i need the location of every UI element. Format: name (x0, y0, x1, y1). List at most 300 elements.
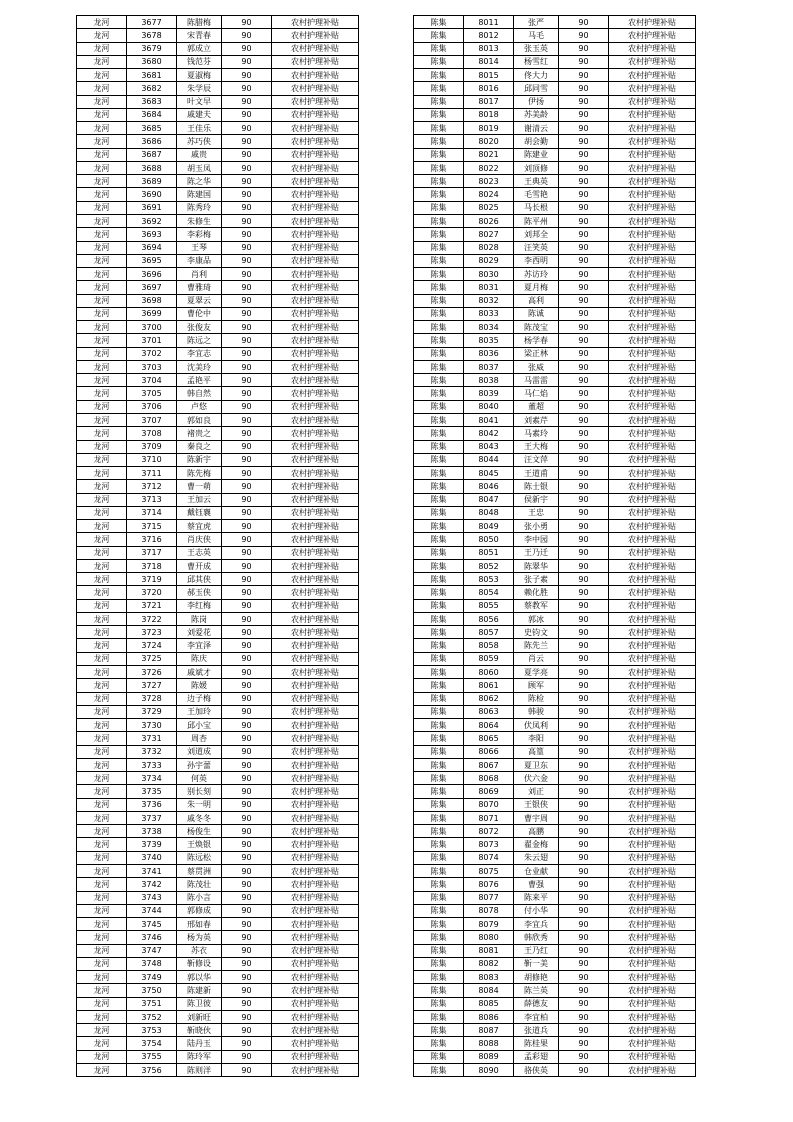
amount-cell: 90 (222, 108, 272, 121)
town-cell: 陈集 (414, 891, 464, 904)
town-cell: 陈集 (414, 400, 464, 413)
table-row (414, 122, 696, 135)
subsidy-type-cell: 农村护理补贴 (609, 984, 696, 997)
table-row (414, 533, 696, 546)
name-cell: 王乃迁 (514, 546, 559, 559)
table-row (414, 16, 696, 29)
town-cell: 龙河 (77, 865, 127, 878)
town-cell: 陈集 (414, 148, 464, 161)
table-row (77, 1024, 359, 1037)
table-row (414, 1050, 696, 1063)
town-cell: 陈集 (414, 918, 464, 931)
number-cell: 3702 (127, 347, 177, 360)
amount-cell: 90 (222, 944, 272, 957)
name-cell: 顾军 (514, 679, 559, 692)
number-cell: 3708 (127, 427, 177, 440)
amount-cell: 90 (559, 214, 609, 227)
name-cell: 夏卫东 (514, 758, 559, 771)
subsidy-type-cell: 农村护理补贴 (609, 798, 696, 811)
name-cell: 张小勇 (514, 520, 559, 533)
subsidy-type-cell: 农村护理补贴 (609, 758, 696, 771)
name-cell: 刘顶修 (514, 161, 559, 174)
town-cell: 龙河 (77, 1063, 127, 1076)
name-cell: 叶文早 (177, 95, 222, 108)
amount-cell: 90 (222, 387, 272, 400)
subsidy-type-cell: 农村护理补贴 (272, 679, 359, 692)
amount-cell: 90 (222, 851, 272, 864)
name-cell: 苏巧侠 (177, 135, 222, 148)
table-row (414, 400, 696, 413)
number-cell: 8038 (464, 374, 514, 387)
table-row (77, 294, 359, 307)
subsidy-type-cell: 农村护理补贴 (272, 427, 359, 440)
number-cell: 8072 (464, 825, 514, 838)
subsidy-type-cell: 农村护理补贴 (609, 467, 696, 480)
town-cell: 陈集 (414, 175, 464, 188)
name-cell: 王琴 (177, 241, 222, 254)
town-cell: 陈集 (414, 533, 464, 546)
table-row (414, 666, 696, 679)
name-cell: 陈之华 (177, 175, 222, 188)
subsidy-type-cell: 农村护理补贴 (609, 148, 696, 161)
amount-cell: 90 (559, 838, 609, 851)
amount-cell: 90 (559, 281, 609, 294)
number-cell: 3723 (127, 626, 177, 639)
table-row (77, 838, 359, 851)
number-cell: 3691 (127, 201, 177, 214)
amount-cell: 90 (559, 639, 609, 652)
subsidy-type-cell: 农村护理补贴 (272, 374, 359, 387)
amount-cell: 90 (559, 825, 609, 838)
amount-cell: 90 (222, 997, 272, 1010)
subsidy-type-cell: 农村护理补贴 (272, 360, 359, 373)
table-row (77, 798, 359, 811)
name-cell: 高利 (514, 294, 559, 307)
table-row (77, 559, 359, 572)
name-cell: 靳晓伙 (177, 1024, 222, 1037)
town-cell: 龙河 (77, 984, 127, 997)
name-cell: 陈建新 (177, 984, 222, 997)
table-row (414, 918, 696, 931)
number-cell: 8047 (464, 493, 514, 506)
table-row (414, 440, 696, 453)
town-cell: 龙河 (77, 427, 127, 440)
number-cell: 3746 (127, 931, 177, 944)
subsidy-type-cell: 农村护理补贴 (609, 122, 696, 135)
subsidy-type-cell: 农村护理补贴 (272, 626, 359, 639)
table-row (77, 467, 359, 480)
number-cell: 3748 (127, 957, 177, 970)
number-cell: 8019 (464, 122, 514, 135)
town-cell: 龙河 (77, 732, 127, 745)
table-row (414, 268, 696, 281)
number-cell: 3726 (127, 666, 177, 679)
table-row (414, 652, 696, 665)
amount-cell: 90 (559, 42, 609, 55)
subsidy-type-cell: 农村护理补贴 (609, 520, 696, 533)
number-cell: 8012 (464, 29, 514, 42)
number-cell: 3718 (127, 559, 177, 572)
town-cell: 龙河 (77, 1024, 127, 1037)
subsidy-type-cell: 农村护理补贴 (609, 360, 696, 373)
town-cell: 龙河 (77, 851, 127, 864)
town-cell: 陈集 (414, 931, 464, 944)
subsidy-type-cell: 农村护理补贴 (272, 135, 359, 148)
amount-cell: 90 (559, 772, 609, 785)
table-row (77, 1063, 359, 1076)
subsidy-type-cell: 农村护理补贴 (272, 161, 359, 174)
amount-cell: 90 (559, 1037, 609, 1050)
amount-cell: 90 (222, 69, 272, 82)
amount-cell: 90 (222, 546, 272, 559)
amount-cell: 90 (559, 334, 609, 347)
name-cell: 郭修成 (177, 904, 222, 917)
town-cell: 陈集 (414, 772, 464, 785)
town-cell: 龙河 (77, 493, 127, 506)
name-cell: 李宜志 (177, 347, 222, 360)
amount-cell: 90 (559, 16, 609, 29)
name-cell: 别长刻 (177, 785, 222, 798)
town-cell: 陈集 (414, 546, 464, 559)
table-row (77, 400, 359, 413)
amount-cell: 90 (222, 55, 272, 68)
number-cell: 3727 (127, 679, 177, 692)
town-cell: 龙河 (77, 705, 127, 718)
name-cell: 陈茂宝 (514, 321, 559, 334)
name-cell: 薛德友 (514, 997, 559, 1010)
table-row (77, 758, 359, 771)
name-cell: 陈桂果 (514, 1037, 559, 1050)
town-cell: 陈集 (414, 904, 464, 917)
number-cell: 3715 (127, 520, 177, 533)
number-cell: 8080 (464, 931, 514, 944)
number-cell: 3699 (127, 307, 177, 320)
amount-cell: 90 (222, 1063, 272, 1076)
table-row (414, 188, 696, 201)
number-cell: 8077 (464, 891, 514, 904)
subsidy-type-cell: 农村护理补贴 (609, 904, 696, 917)
table-row (414, 971, 696, 984)
number-cell: 3696 (127, 268, 177, 281)
subsidy-type-cell: 农村护理补贴 (272, 228, 359, 241)
subsidy-type-cell: 农村护理补贴 (609, 254, 696, 267)
town-cell: 龙河 (77, 838, 127, 851)
table-row (77, 188, 359, 201)
town-cell: 龙河 (77, 931, 127, 944)
table-row (77, 692, 359, 705)
town-cell: 陈集 (414, 811, 464, 824)
amount-cell: 90 (222, 175, 272, 188)
town-cell: 龙河 (77, 878, 127, 891)
town-cell: 龙河 (77, 944, 127, 957)
subsidy-type-cell: 农村护理补贴 (272, 719, 359, 732)
table-row (414, 1010, 696, 1023)
subsidy-type-cell: 农村护理补贴 (609, 838, 696, 851)
number-cell: 3737 (127, 811, 177, 824)
number-cell: 3690 (127, 188, 177, 201)
amount-cell: 90 (222, 360, 272, 373)
number-cell: 8025 (464, 201, 514, 214)
amount-cell: 90 (559, 612, 609, 625)
subsidy-type-cell: 农村护理补贴 (272, 798, 359, 811)
subsidy-type-cell: 农村护理补贴 (609, 188, 696, 201)
name-cell: 曹强 (514, 878, 559, 891)
name-cell: 陈新宇 (177, 453, 222, 466)
subsidy-type-cell: 农村护理补贴 (272, 997, 359, 1010)
amount-cell: 90 (222, 984, 272, 997)
subsidy-type-cell: 农村护理补贴 (272, 851, 359, 864)
amount-cell: 90 (559, 944, 609, 957)
name-cell: 李宜泽 (177, 639, 222, 652)
amount-cell: 90 (222, 1037, 272, 1050)
number-cell: 8037 (464, 360, 514, 373)
subsidy-type-cell: 农村护理补贴 (609, 228, 696, 241)
name-cell: 陈庆 (177, 652, 222, 665)
amount-cell: 90 (559, 161, 609, 174)
table-row (77, 957, 359, 970)
table-row (414, 639, 696, 652)
amount-cell: 90 (222, 520, 272, 533)
subsidy-type-cell: 农村护理补贴 (609, 161, 696, 174)
town-cell: 龙河 (77, 108, 127, 121)
amount-cell: 90 (559, 427, 609, 440)
amount-cell: 90 (222, 798, 272, 811)
number-cell: 3722 (127, 612, 177, 625)
name-cell: 曹开成 (177, 559, 222, 572)
number-cell: 3749 (127, 971, 177, 984)
amount-cell: 90 (222, 811, 272, 824)
number-cell: 3700 (127, 321, 177, 334)
town-cell: 陈集 (414, 997, 464, 1010)
subsidy-type-cell: 农村护理补贴 (609, 374, 696, 387)
table-row (77, 865, 359, 878)
subsidy-type-cell: 农村护理补贴 (609, 599, 696, 612)
amount-cell: 90 (222, 652, 272, 665)
table-row (77, 997, 359, 1010)
name-cell: 邱小宝 (177, 719, 222, 732)
town-cell: 陈集 (414, 440, 464, 453)
table-row (414, 374, 696, 387)
number-cell: 3701 (127, 334, 177, 347)
town-cell: 龙河 (77, 626, 127, 639)
name-cell: 靳一美 (514, 957, 559, 970)
table-row (414, 108, 696, 121)
name-cell: 杨学春 (514, 334, 559, 347)
number-cell: 8061 (464, 679, 514, 692)
amount-cell: 90 (559, 387, 609, 400)
name-cell: 钱范芬 (177, 55, 222, 68)
town-cell: 陈集 (414, 666, 464, 679)
table-row (414, 586, 696, 599)
amount-cell: 90 (222, 427, 272, 440)
name-cell: 苏衣 (177, 944, 222, 957)
name-cell: 陈先兰 (514, 639, 559, 652)
amount-cell: 90 (222, 666, 272, 679)
name-cell: 董超 (514, 400, 559, 413)
table-row (414, 214, 696, 227)
town-cell: 龙河 (77, 29, 127, 42)
number-cell: 8022 (464, 161, 514, 174)
amount-cell: 90 (222, 732, 272, 745)
amount-cell: 90 (222, 161, 272, 174)
town-cell: 龙河 (77, 719, 127, 732)
town-cell: 龙河 (77, 679, 127, 692)
table-row (414, 891, 696, 904)
town-cell: 陈集 (414, 281, 464, 294)
subsidy-type-cell: 农村护理补贴 (609, 533, 696, 546)
subsidy-type-cell: 农村护理补贴 (272, 95, 359, 108)
town-cell: 龙河 (77, 533, 127, 546)
subsidy-type-cell: 农村护理补贴 (609, 1037, 696, 1050)
subsidy-type-cell: 农村护理补贴 (272, 1037, 359, 1050)
amount-cell: 90 (222, 612, 272, 625)
name-cell: 王志英 (177, 546, 222, 559)
number-cell: 3679 (127, 42, 177, 55)
table-row (77, 612, 359, 625)
town-cell: 陈集 (414, 944, 464, 957)
number-cell: 8015 (464, 69, 514, 82)
town-cell: 龙河 (77, 201, 127, 214)
subsidy-type-cell: 农村护理补贴 (272, 931, 359, 944)
town-cell: 陈集 (414, 1050, 464, 1063)
subsidy-type-cell: 农村护理补贴 (272, 467, 359, 480)
table-row (77, 55, 359, 68)
table-row (414, 82, 696, 95)
table-row (414, 705, 696, 718)
town-cell: 陈集 (414, 838, 464, 851)
number-cell: 3707 (127, 413, 177, 426)
town-cell: 陈集 (414, 785, 464, 798)
name-cell: 李西明 (514, 254, 559, 267)
subsidy-type-cell: 农村护理补贴 (609, 639, 696, 652)
subsidy-type-cell: 农村护理补贴 (609, 666, 696, 679)
subsidy-type-cell: 农村护理补贴 (609, 1010, 696, 1023)
table-row (77, 347, 359, 360)
amount-cell: 90 (559, 55, 609, 68)
name-cell: 谢清云 (514, 122, 559, 135)
table-row (77, 281, 359, 294)
town-cell: 龙河 (77, 745, 127, 758)
subsidy-type-cell: 农村护理补贴 (272, 957, 359, 970)
amount-cell: 90 (222, 453, 272, 466)
subsidy-type-cell: 农村护理补贴 (272, 639, 359, 652)
amount-cell: 90 (222, 281, 272, 294)
name-cell: 毛雪艳 (514, 188, 559, 201)
subsidy-type-cell: 农村护理补贴 (272, 666, 359, 679)
amount-cell: 90 (222, 82, 272, 95)
name-cell: 戚建夫 (177, 108, 222, 121)
name-cell: 陆丹玉 (177, 1037, 222, 1050)
amount-cell: 90 (222, 865, 272, 878)
name-cell: 张玉英 (514, 42, 559, 55)
number-cell: 8069 (464, 785, 514, 798)
subsidy-type-cell: 农村护理补贴 (272, 294, 359, 307)
name-cell: 陈远松 (177, 851, 222, 864)
town-cell: 陈集 (414, 878, 464, 891)
subsidy-type-cell: 农村护理补贴 (609, 440, 696, 453)
name-cell: 刘爱花 (177, 626, 222, 639)
amount-cell: 90 (559, 1010, 609, 1023)
number-cell: 3751 (127, 997, 177, 1010)
number-cell: 8034 (464, 321, 514, 334)
subsidy-type-cell: 农村护理补贴 (272, 42, 359, 55)
name-cell: 张严 (514, 16, 559, 29)
subsidy-type-cell: 农村护理补贴 (609, 95, 696, 108)
amount-cell: 90 (559, 95, 609, 108)
town-cell: 陈集 (414, 612, 464, 625)
town-cell: 陈集 (414, 679, 464, 692)
table-row (414, 811, 696, 824)
table-row (414, 307, 696, 320)
amount-cell: 90 (222, 201, 272, 214)
amount-cell: 90 (559, 891, 609, 904)
town-cell: 陈集 (414, 55, 464, 68)
name-cell: 李宜柏 (514, 1010, 559, 1023)
name-cell: 孟彩翅 (514, 1050, 559, 1063)
table-row (414, 851, 696, 864)
town-cell: 龙河 (77, 997, 127, 1010)
subsidy-type-cell: 农村护理补贴 (272, 599, 359, 612)
subsidy-type-cell: 农村护理补贴 (272, 692, 359, 705)
town-cell: 陈集 (414, 82, 464, 95)
table-row (77, 201, 359, 214)
name-cell: 李彩梅 (177, 228, 222, 241)
amount-cell: 90 (222, 413, 272, 426)
subsidy-type-cell: 农村护理补贴 (609, 997, 696, 1010)
name-cell: 李中园 (514, 533, 559, 546)
table-row (77, 334, 359, 347)
table-row (414, 506, 696, 519)
number-cell: 8029 (464, 254, 514, 267)
amount-cell: 90 (222, 334, 272, 347)
name-cell: 戚贵 (177, 148, 222, 161)
amount-cell: 90 (559, 520, 609, 533)
table-row (414, 321, 696, 334)
subsidy-type-cell: 农村护理补贴 (609, 175, 696, 188)
number-cell: 3705 (127, 387, 177, 400)
subsidy-type-cell: 农村护理补贴 (272, 307, 359, 320)
name-cell: 曹一萌 (177, 480, 222, 493)
table-row (414, 559, 696, 572)
number-cell: 3693 (127, 228, 177, 241)
amount-cell: 90 (559, 705, 609, 718)
number-cell: 8045 (464, 467, 514, 480)
number-cell: 8083 (464, 971, 514, 984)
name-cell: 沈美玲 (177, 360, 222, 373)
name-cell: 胡玉凤 (177, 161, 222, 174)
number-cell: 8066 (464, 745, 514, 758)
amount-cell: 90 (559, 599, 609, 612)
amount-cell: 90 (559, 467, 609, 480)
amount-cell: 90 (559, 413, 609, 426)
name-cell: 马仁焰 (514, 387, 559, 400)
amount-cell: 90 (222, 188, 272, 201)
number-cell: 8059 (464, 652, 514, 665)
table-row (77, 732, 359, 745)
amount-cell: 90 (222, 400, 272, 413)
subsidy-type-cell: 农村护理补贴 (609, 201, 696, 214)
name-cell: 肖利 (177, 268, 222, 281)
number-cell: 3750 (127, 984, 177, 997)
number-cell: 3677 (127, 16, 177, 29)
table-row (414, 573, 696, 586)
town-cell: 陈集 (414, 1024, 464, 1037)
name-cell: 蔡宜虎 (177, 520, 222, 533)
name-cell: 赖化胜 (514, 586, 559, 599)
number-cell: 3680 (127, 55, 177, 68)
amount-cell: 90 (222, 135, 272, 148)
subsidy-type-cell: 农村护理补贴 (272, 241, 359, 254)
